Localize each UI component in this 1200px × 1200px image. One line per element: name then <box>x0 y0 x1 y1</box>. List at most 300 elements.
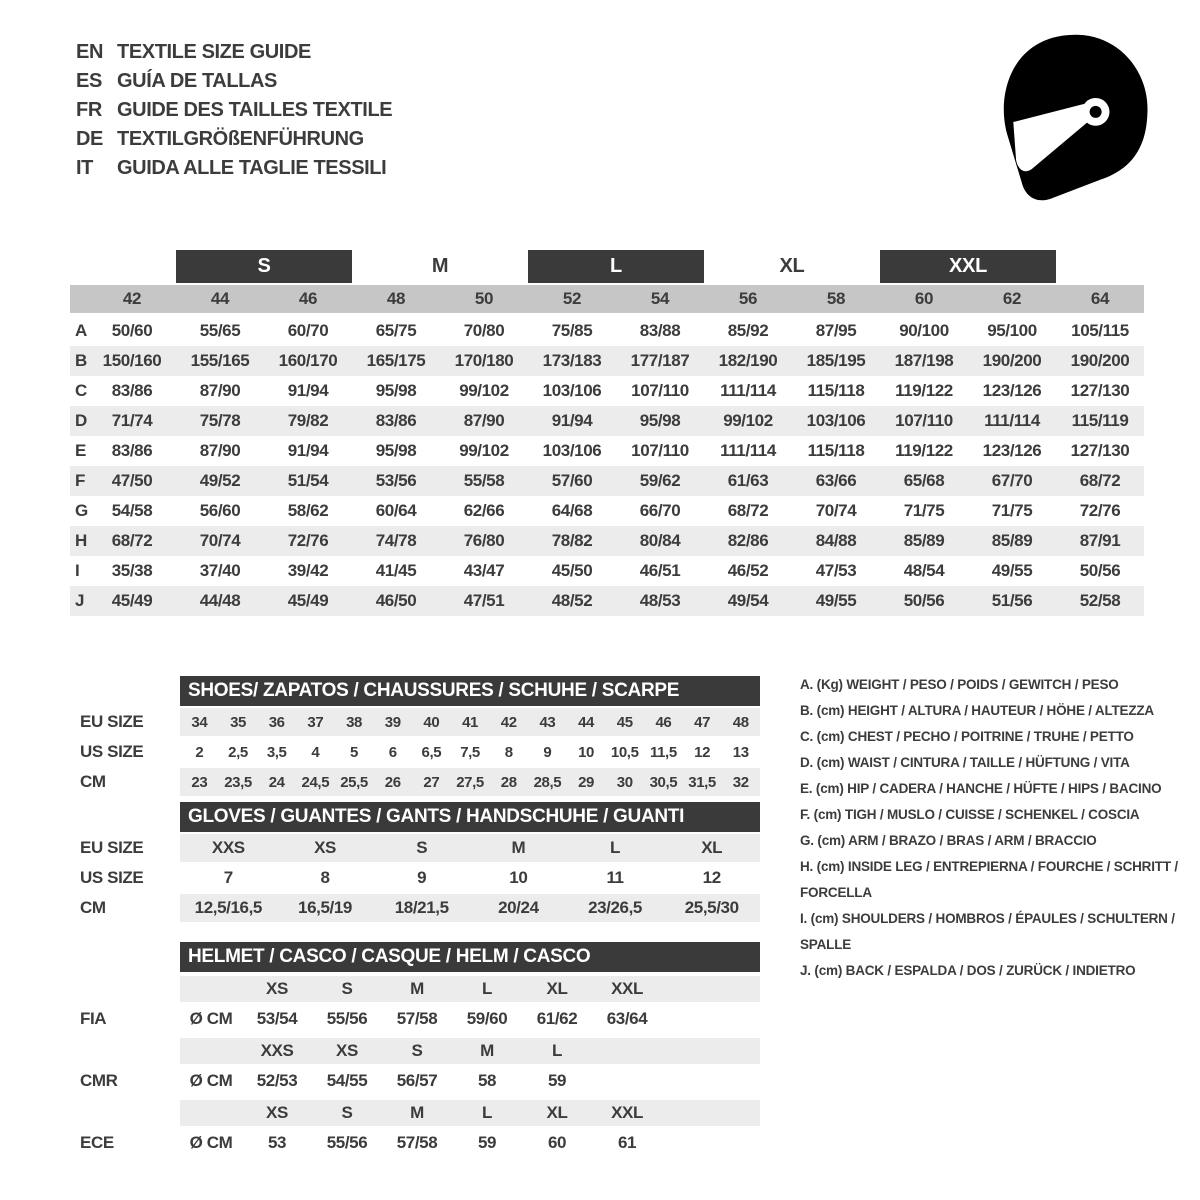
gloves-cell: 8 <box>320 868 330 887</box>
shoes-cell: 34 <box>191 713 208 731</box>
numeric-size: 46 <box>298 289 318 308</box>
gloves-cell: 7 <box>223 868 233 887</box>
shoes-cell: 32 <box>732 773 749 791</box>
shoes-row-values <box>180 738 760 766</box>
shoes-cell: 28 <box>500 773 517 791</box>
legend-line: H. (cm) INSIDE LEG / ENTREPIERNA / FOURCHE / SCHRITT / FORCELLA <box>800 859 1178 900</box>
language-code: ES <box>76 70 102 92</box>
measurement-cell: 58/62 <box>287 501 329 520</box>
shoes-cell: 10 <box>578 743 594 761</box>
helmet-size-cell: M <box>410 1103 424 1122</box>
measurement-row <box>70 586 1144 616</box>
title-line <box>76 67 392 96</box>
measurement-cell: 87/90 <box>463 411 505 430</box>
numeric-size: 52 <box>562 289 582 308</box>
measurement-cell: 82/86 <box>727 531 769 550</box>
measurement-cell: 46/51 <box>639 561 681 580</box>
helmet-sizes-row <box>70 976 760 1002</box>
helmet-unit-label: Ø CM <box>189 1009 233 1028</box>
title-text: TEXTILE SIZE GUIDE <box>117 41 311 63</box>
title-text: TEXTILGRÖßENFÜHRUNG <box>117 128 364 150</box>
gloves-header-bar: GLOVES / GUANTES / GANTS / HANDSCHUHE / GUANTI <box>180 802 760 832</box>
legend-line: A. (Kg) WEIGHT / PESO / POIDS / GEWITCH / PESO <box>800 677 1119 692</box>
measurement-cell: 65/68 <box>903 471 945 490</box>
measurement-row <box>70 496 1144 526</box>
helmet-value-cell: 56/57 <box>396 1071 438 1090</box>
gloves-cell: 20/24 <box>498 898 539 917</box>
helmet-value-cell: 53 <box>267 1133 287 1152</box>
helmet-size-cell: XS <box>266 979 288 998</box>
measurement-cell: 83/86 <box>111 441 153 460</box>
helmet-values-row <box>70 1128 760 1158</box>
legend-line: F. (cm) TIGH / MUSLO / CUISSE / SCHENKEL / COSCIA <box>800 807 1140 822</box>
gloves-cell: XL <box>701 838 723 857</box>
measurement-cell: 155/165 <box>190 351 250 370</box>
measurement-cell: 49/52 <box>199 471 241 490</box>
visor-pivot-dot <box>1090 106 1102 118</box>
shoes-cell: 11,5 <box>650 743 677 761</box>
numeric-size-row <box>70 285 1144 313</box>
measurement-cell: 51/56 <box>991 591 1033 610</box>
shoes-cell: 12 <box>694 743 711 761</box>
gloves-cell: S <box>416 838 428 857</box>
apparel-size-table <box>70 250 1144 616</box>
helmet-sizes-values <box>180 976 760 1002</box>
numeric-size: 54 <box>650 289 670 308</box>
gloves-cell: 25,5/30 <box>684 898 739 917</box>
title-line <box>76 96 392 125</box>
measurement-cell: 48/53 <box>639 591 681 610</box>
measurement-cell: 71/75 <box>903 501 945 520</box>
measurement-cell: 51/54 <box>287 471 329 490</box>
helmet-value-cell: 57/58 <box>396 1133 438 1152</box>
measurement-cell: 119/122 <box>895 441 953 460</box>
shoes-cell: 35 <box>230 713 246 731</box>
gloves-cell: 10 <box>509 868 528 887</box>
measurement-cell: 78/82 <box>551 531 593 550</box>
title-text: GUIDA ALLE TAGLIE TESSILI <box>117 157 387 179</box>
measurement-row <box>70 406 1144 436</box>
helmet-standard-group <box>70 1038 760 1096</box>
measurement-cell: 57/60 <box>551 471 593 490</box>
helmet-header-bar: HELMET / CASCO / CASQUE / HELM / CASCO <box>180 942 760 972</box>
gloves-row-label: US SIZE <box>80 868 144 887</box>
shoes-row <box>70 768 760 796</box>
shoes-cell: 45 <box>616 713 633 731</box>
measurement-cell: 47/51 <box>463 591 505 610</box>
measurement-cell: 56/60 <box>199 501 241 520</box>
measurement-cell: 53/56 <box>375 471 417 490</box>
title-line <box>76 154 392 183</box>
measurement-cell: 190/200 <box>982 351 1042 370</box>
measurement-cell: 45/49 <box>111 591 153 610</box>
helmet-values-row <box>70 1004 760 1034</box>
measurement-cell: 55/65 <box>199 321 241 340</box>
helmet-standard-group <box>70 1100 760 1158</box>
measurement-row-label: E <box>75 441 86 460</box>
measurement-cell: 54/58 <box>111 501 153 520</box>
measurement-cell: 59/62 <box>639 471 681 490</box>
helmet-size-cell: M <box>480 1041 494 1060</box>
shoes-cell: 24 <box>268 773 285 791</box>
measurement-cell: 173/183 <box>542 351 602 370</box>
numeric-size: 50 <box>474 289 494 308</box>
measurement-cell: 46/52 <box>727 561 769 580</box>
helmet-size-cell: L <box>482 1103 492 1122</box>
measurement-cell: 68/72 <box>111 531 153 550</box>
measurement-cell: 95/98 <box>375 441 417 460</box>
shoes-cell: 25,5 <box>340 773 368 791</box>
measurement-cell: 185/195 <box>806 351 866 370</box>
measurement-row <box>70 466 1144 496</box>
measurement-cell: 75/78 <box>199 411 241 430</box>
helmet-sizes-row <box>70 1038 760 1064</box>
helmet-size-cell: S <box>341 979 353 998</box>
measurement-cell: 83/86 <box>375 411 417 430</box>
helmet-value-cell: 55/56 <box>326 1009 368 1028</box>
measurement-cell: 182/190 <box>718 351 778 370</box>
measurement-cell: 95/98 <box>639 411 681 430</box>
measurement-cell: 68/72 <box>1079 471 1121 490</box>
measurement-cell: 85/89 <box>991 531 1033 550</box>
measurement-cell: 127/130 <box>1070 441 1130 460</box>
gloves-row <box>70 894 760 922</box>
gloves-section <box>70 802 760 922</box>
measurement-cell: 83/86 <box>111 381 153 400</box>
shoes-row-label: EU SIZE <box>80 712 144 731</box>
gloves-row-values <box>180 834 760 862</box>
measurement-row-label: B <box>75 351 87 370</box>
helmet-value-cell: 53/54 <box>256 1009 298 1028</box>
measurement-row-label: I <box>75 561 80 580</box>
shoes-row-values <box>180 768 760 796</box>
shoes-cell: 38 <box>346 713 362 731</box>
shoes-cell: 5 <box>350 743 358 761</box>
shoes-row-values <box>180 708 760 736</box>
measurement-cell: 115/119 <box>1071 411 1129 430</box>
measurement-cell: 187/198 <box>894 351 954 370</box>
helmet-value-cell: 61/62 <box>536 1009 578 1028</box>
measurement-cell: 45/50 <box>551 561 593 580</box>
shoes-cell: 26 <box>384 773 401 791</box>
helmet-size-cell: XS <box>266 1103 288 1122</box>
group-row-spacer <box>70 250 88 283</box>
shoes-cell: 37 <box>307 713 324 731</box>
gloves-row-values <box>180 864 760 892</box>
title-line <box>76 38 392 67</box>
measurement-cell: 39/42 <box>287 561 329 580</box>
measurement-row-label: C <box>75 381 87 400</box>
size-group-row <box>70 250 1144 283</box>
shoes-cell: 27,5 <box>456 773 484 791</box>
language-code: DE <box>76 128 103 150</box>
measurement-cell: 87/90 <box>199 381 241 400</box>
helmet-size-cell: S <box>341 1103 353 1122</box>
helmet-sizes-values <box>180 1100 760 1126</box>
gloves-row <box>70 864 760 892</box>
measurement-row-label: G <box>75 501 88 520</box>
measurement-cell: 165/175 <box>366 351 426 370</box>
shoes-cell: 9 <box>543 743 552 761</box>
shoes-cell: 7,5 <box>460 743 480 761</box>
measurement-cell: 87/95 <box>815 321 857 340</box>
gloves-cell: XXS <box>211 838 245 857</box>
gloves-cell: XS <box>314 838 336 857</box>
measurement-cell: 48/52 <box>551 591 593 610</box>
measurement-cell: 50/56 <box>903 591 945 610</box>
shoes-cell: 4 <box>311 743 320 761</box>
measurement-cell: 41/45 <box>375 561 417 580</box>
shoes-cell: 6 <box>388 743 397 761</box>
helmet-value-cell: 59 <box>547 1071 567 1090</box>
measurement-cell: 49/55 <box>991 561 1033 580</box>
shoes-cell: 36 <box>268 713 285 731</box>
legend-line: G. (cm) ARM / BRAZO / BRAS / ARM / BRACCIO <box>800 833 1097 848</box>
measurement-cell: 160/170 <box>278 351 338 370</box>
shoes-cell: 48 <box>732 713 749 731</box>
numeric-size: 44 <box>210 289 230 308</box>
measurement-cell: 75/85 <box>551 321 593 340</box>
measurement-cell: 45/49 <box>287 591 329 610</box>
size-group-m: M <box>431 255 449 277</box>
measurement-cell: 111/114 <box>984 411 1040 430</box>
helmet-standard-label: ECE <box>80 1133 114 1152</box>
measurement-row <box>70 376 1144 406</box>
helmet-value-cell: 52/53 <box>256 1071 298 1090</box>
gloves-row-label: EU SIZE <box>80 838 144 857</box>
helmet-values <box>180 1004 760 1034</box>
measurement-cell: 123/126 <box>982 441 1042 460</box>
group-row-spacer <box>88 250 176 283</box>
measurement-cell: 107/110 <box>631 381 689 400</box>
size-group-l: L <box>528 250 704 283</box>
measurement-cell: 43/47 <box>463 561 505 580</box>
shoes-cell: 27 <box>423 773 440 791</box>
measurement-row <box>70 346 1144 376</box>
helmet-standard-label: FIA <box>80 1009 107 1028</box>
measurement-cell: 150/160 <box>102 351 162 370</box>
measurement-cell: 60/70 <box>287 321 329 340</box>
helmet-size-cell: XL <box>546 979 568 998</box>
measurement-row-label: F <box>75 471 85 490</box>
measurement-cell: 63/66 <box>815 471 857 490</box>
shoes-cell: 30 <box>616 773 633 791</box>
shoes-header-bar: SHOES/ ZAPATOS / CHAUSSURES / SCHUHE / SCARPE <box>180 676 760 706</box>
numeric-size: 56 <box>738 289 758 308</box>
measurement-cell: 50/60 <box>111 321 153 340</box>
measurement-cell: 52/58 <box>1079 591 1121 610</box>
helmet-sizes-row-spacer <box>70 1100 180 1126</box>
shoes-cell: 23,5 <box>224 773 252 791</box>
numeric-size: 62 <box>1002 289 1022 308</box>
helmet-value-cell: 54/55 <box>326 1071 368 1090</box>
language-code: FR <box>76 99 102 121</box>
measurement-cell: 35/38 <box>111 561 153 580</box>
helmet-sizes-row <box>70 1100 760 1126</box>
measurement-cell: 74/78 <box>375 531 417 550</box>
measurement-cell: 90/100 <box>899 321 949 340</box>
measurement-cell: 91/94 <box>287 381 329 400</box>
measurement-row-label: J <box>75 591 85 610</box>
measurement-cell: 47/53 <box>815 561 857 580</box>
measurement-cell: 55/58 <box>463 471 505 490</box>
measurement-cell: 66/70 <box>639 501 681 520</box>
helmet-section <box>70 942 760 1158</box>
measurement-cell: 47/50 <box>111 471 153 490</box>
legend-line: J. (cm) BACK / ESPALDA / DOS / ZURÜCK / INDIETRO <box>800 963 1136 978</box>
measurement-cell: 190/200 <box>1070 351 1130 370</box>
title-line <box>76 125 392 154</box>
measurement-cell: 85/89 <box>903 531 945 550</box>
shoes-cell: 40 <box>423 713 440 731</box>
measurement-cell: 76/80 <box>463 531 505 550</box>
shoes-cell: 23 <box>191 773 208 791</box>
helmet-sizes-values <box>180 1038 760 1064</box>
size-group-s: S <box>176 250 352 283</box>
measurement-cell: 111/114 <box>720 381 776 400</box>
measurement-cell: 115/118 <box>807 441 865 460</box>
measurement-cell: 127/130 <box>1070 381 1130 400</box>
measurement-cell: 99/102 <box>459 441 509 460</box>
measurement-cell: 60/64 <box>375 501 417 520</box>
legend-line: E. (cm) HIP / CADERA / HANCHE / HÜFTE / HIPS / BACINO <box>800 781 1162 796</box>
legend-line: B. (cm) HEIGHT / ALTURA / HAUTEUR / HÖHE / ALTEZZA <box>800 703 1154 718</box>
shoes-cell: 39 <box>384 713 401 731</box>
measurement-cell: 71/74 <box>111 411 153 430</box>
measurement-cell: 46/50 <box>375 591 417 610</box>
measurement-cell: 48/54 <box>903 561 945 580</box>
helmet-standard-group <box>70 976 760 1034</box>
group-row-spacer <box>1056 250 1144 283</box>
shoes-cell: 8 <box>504 743 513 761</box>
shoes-cell: 42 <box>500 713 517 731</box>
helmet-unit-label: Ø CM <box>189 1071 233 1090</box>
measurement-cell: 68/72 <box>727 501 769 520</box>
helmet-unit-label: Ø CM <box>189 1133 233 1152</box>
helmet-sizes-row-spacer <box>70 1038 180 1064</box>
measurement-legend <box>800 672 1196 984</box>
measurement-cell: 44/48 <box>199 591 241 610</box>
legend-line: I. (cm) SHOULDERS / HOMBROS / ÉPAULES / SCHULTERN / SPALLE <box>800 911 1175 952</box>
measurement-cell: 99/102 <box>459 381 509 400</box>
measurement-cell: 87/91 <box>1079 531 1121 550</box>
helmet-values <box>180 1066 760 1096</box>
helmet-value-cell: 60 <box>547 1133 567 1152</box>
gloves-cell: 12,5/16,5 <box>194 898 262 917</box>
gloves-row-label: CM <box>80 898 106 917</box>
measurement-cell: 105/115 <box>1071 321 1129 340</box>
measurement-cell: 71/75 <box>991 501 1033 520</box>
shoes-row-label: US SIZE <box>80 742 144 761</box>
gloves-cell: L <box>610 838 621 857</box>
measurement-row <box>70 526 1144 556</box>
shoes-cell: 24,5 <box>301 773 330 791</box>
gloves-cell: 12 <box>702 868 721 887</box>
helmet-values-row <box>70 1066 760 1096</box>
gloves-cell: 11 <box>606 868 624 887</box>
helmet-values <box>180 1128 760 1158</box>
helmet-size-cell: L <box>552 1041 562 1060</box>
shoes-cell: 47 <box>694 713 711 731</box>
shoes-cell: 29 <box>578 773 594 791</box>
measurement-row <box>70 556 1144 586</box>
helmet-size-cell: XS <box>336 1041 358 1060</box>
measurement-cell: 61/63 <box>727 471 769 490</box>
measurement-cell: 70/74 <box>815 501 857 520</box>
measurement-cell: 70/74 <box>199 531 241 550</box>
measurement-cell: 111/114 <box>720 441 776 460</box>
helmet-value-cell: 55/56 <box>326 1133 368 1152</box>
shoes-section <box>70 676 760 796</box>
measurement-cell: 67/70 <box>991 471 1033 490</box>
numeric-size: 42 <box>122 289 142 308</box>
shoes-row-label: CM <box>80 772 106 791</box>
measurement-cell: 91/94 <box>551 411 593 430</box>
gloves-cell: 16,5/19 <box>298 898 352 917</box>
shoes-cell: 10,5 <box>610 743 639 761</box>
helmet-size-cell: XXL <box>611 979 643 998</box>
shoes-cell: 31,5 <box>688 773 716 791</box>
measurement-cell: 99/102 <box>723 411 773 430</box>
measurement-row-label: H <box>75 531 87 550</box>
gloves-cell: 23/26,5 <box>588 898 642 917</box>
measurement-cell: 79/82 <box>287 411 329 430</box>
helmet-value-cell: 63/64 <box>606 1009 648 1028</box>
racing-helmet-icon <box>975 24 1170 209</box>
numeric-size: 48 <box>386 289 406 308</box>
measurement-cell: 49/54 <box>727 591 769 610</box>
legend-line: D. (cm) WAIST / CINTURA / TAILLE / HÜFTUNG / VITA <box>800 755 1130 770</box>
measurement-cell: 170/180 <box>454 351 514 370</box>
shoes-cell: 46 <box>655 713 672 731</box>
measurement-row <box>70 316 1144 346</box>
title-text: GUIDE DES TAILLES TEXTILE <box>117 99 393 121</box>
shoes-cell: 28,5 <box>533 773 562 791</box>
shoes-row <box>70 708 760 736</box>
legend-line: C. (cm) CHEST / PECHO / POITRINE / TRUHE / PETTO <box>800 729 1134 744</box>
measurement-cell: 103/106 <box>542 441 602 460</box>
measurement-cell: 95/100 <box>987 321 1037 340</box>
measurement-cell: 80/84 <box>639 531 681 550</box>
shoes-cell: 2 <box>195 743 204 761</box>
measurement-cell: 84/88 <box>815 531 857 550</box>
helmet-size-cell: L <box>482 979 492 998</box>
measurement-cell: 107/110 <box>895 411 953 430</box>
measurement-cell: 72/76 <box>287 531 329 550</box>
helmet-value-cell: 61 <box>617 1133 637 1152</box>
gloves-cell: 18/21,5 <box>394 898 449 917</box>
gloves-cell: 9 <box>417 868 427 887</box>
gloves-rows <box>70 834 760 922</box>
helmet-value-cell: 57/58 <box>396 1009 438 1028</box>
measurement-cell: 91/94 <box>287 441 329 460</box>
measurement-cell: 72/76 <box>1079 501 1121 520</box>
helmet-sizes-row-spacer <box>70 976 180 1002</box>
shoes-cell: 41 <box>462 713 478 731</box>
gloves-cell: M <box>511 838 526 857</box>
title-text: GUÍA DE TALLAS <box>117 70 277 92</box>
measurement-row-label: D <box>75 411 87 430</box>
gloves-row <box>70 834 760 862</box>
measurement-cell: 103/106 <box>806 411 866 430</box>
language-code: IT <box>76 157 93 179</box>
measurement-cell: 119/122 <box>895 381 953 400</box>
measurement-cell: 87/90 <box>199 441 241 460</box>
size-group-xl: XL <box>779 255 805 277</box>
measurement-cell: 70/80 <box>463 321 505 340</box>
gloves-row-values <box>180 894 760 922</box>
measurement-cell: 115/118 <box>807 381 865 400</box>
